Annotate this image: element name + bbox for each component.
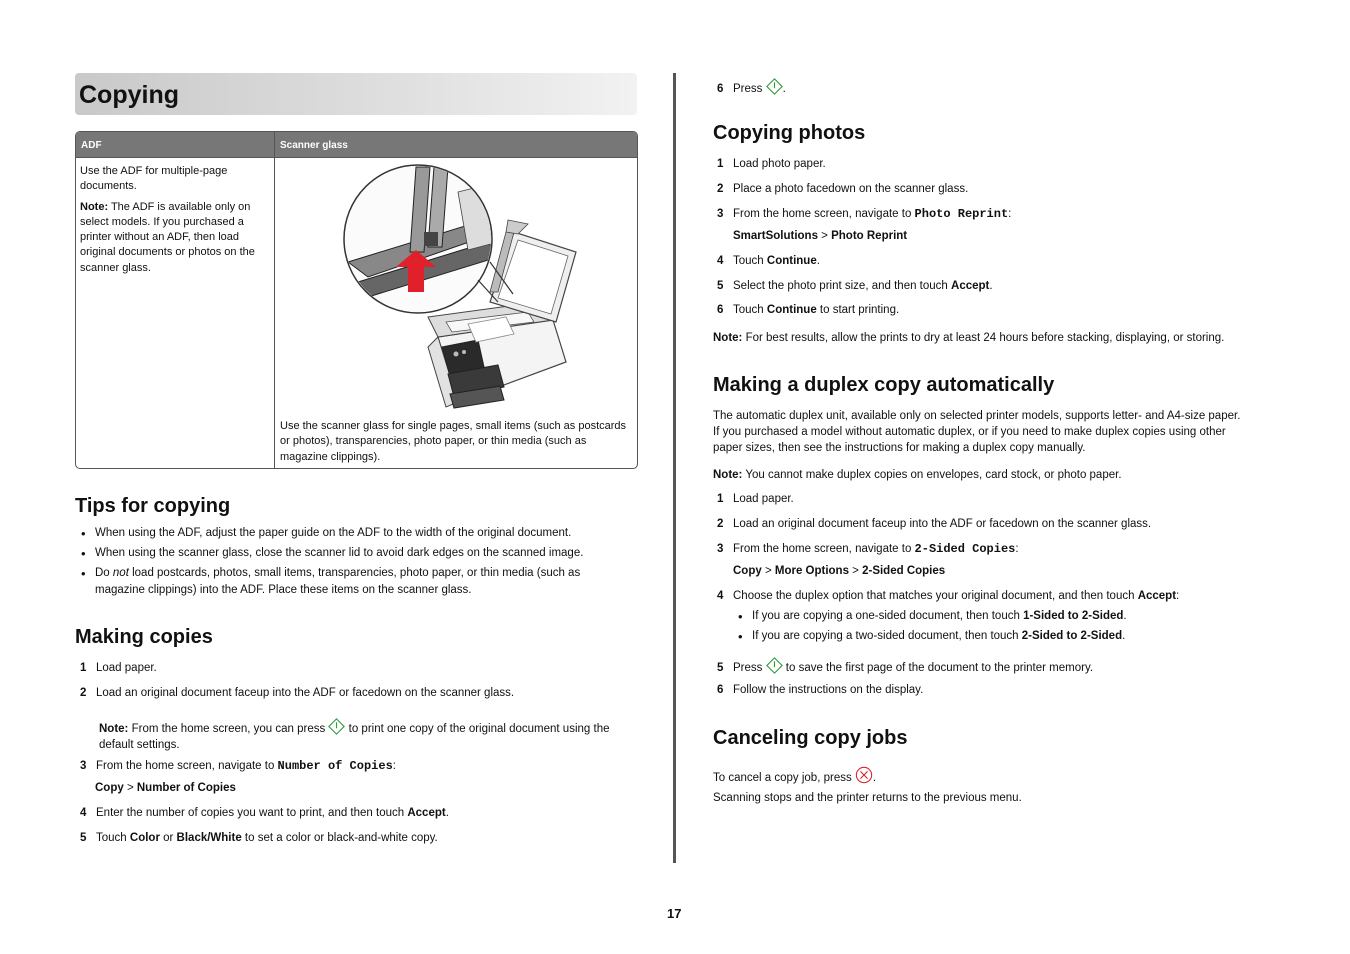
step-5: 5 Select the photo print size, and then touch Accept. — [717, 280, 993, 292]
list-item: • If you are copying a one-sided document, then touch 1-Sided to 2-Sided. — [738, 609, 1127, 624]
duplex-intro: The automatic duplex unit, available only on selected printer models, supports letter- and A4-size paper. If you purchased a model without automatic duplex, or if you need to make duplex copies using other paper sizes, then see the instructions for making a duplex copy manually. — [713, 410, 1241, 454]
media-table — [75, 131, 638, 469]
step-3: 3 From the home screen, navigate to Photo Reprint: — [717, 207, 1012, 221]
menu-path: Copy > More Options > 2-Sided Copies — [733, 565, 946, 577]
tip-text: When using the scanner glass, close the scanner lid to avoid dark edges on the scanned image. — [95, 547, 584, 559]
page-number: 17 — [667, 906, 682, 921]
step-6: 6 Follow the instructions on the display. — [717, 684, 924, 696]
list-item: • If you are copying a two-sided document, then touch 2-Sided to 2-Sided. — [738, 629, 1126, 644]
title-banner — [75, 73, 637, 115]
table-header-adf: ADF — [76, 132, 274, 157]
step-2: 2 Load an original document faceup into the ADF or facedown on the scanner glass. — [80, 687, 515, 699]
tip-text: When using the ADF, adjust the paper guide on the ADF to the width of the original document. — [95, 527, 572, 539]
step-6: 6 Press . — [717, 78, 786, 97]
step-3: 3 From the home screen, navigate to 2-Sided Copies: — [717, 542, 1019, 556]
list-item: • When using the scanner glass, close the scanner lid to avoid dark edges on the scanned image. — [81, 546, 584, 561]
column-divider — [673, 73, 676, 863]
photos-heading: Copying photos — [713, 122, 866, 144]
menu-path: SmartSolutions > Photo Reprint — [733, 230, 908, 242]
step-2: 2 Load an original document faceup into the ADF or facedown on the scanner glass. — [717, 518, 1152, 530]
cancel-line: To cancel a copy job, press . — [713, 766, 876, 786]
menu-path: Copy > Number of Copies — [95, 782, 236, 794]
note-label: Note: — [80, 200, 109, 213]
adf-cell — [80, 164, 270, 276]
cancel-heading: Canceling copy jobs — [713, 727, 908, 749]
step-4: 4 Touch Continue. — [717, 255, 820, 267]
making-heading: Making copies — [75, 626, 213, 648]
step-1: 1 Load paper. — [717, 493, 794, 505]
step-5: 5 Touch Color or Black/White to set a color or black-and-white copy. — [80, 832, 438, 844]
printer-illustration — [338, 162, 578, 412]
step-6: 6 Touch Continue to start printing. — [717, 304, 900, 316]
table-divider — [274, 132, 275, 468]
duplex-note: Note: You cannot make duplex copies on envelopes, card stock, or photo paper. — [713, 469, 1122, 481]
tips-heading: Tips for copying — [75, 495, 231, 517]
cancel-result: Scanning stops and the printer returns to the previous menu. — [713, 792, 1022, 804]
step-1: 1 Load paper. — [80, 662, 157, 674]
page-title: Copying — [79, 81, 179, 109]
step-2: 2 Place a photo facedown on the scanner glass. — [717, 183, 969, 195]
list-item: • When using the ADF, adjust the paper guide on the ADF to the width of the original document. — [81, 526, 572, 541]
table-divider — [76, 157, 637, 158]
step-4: 4 Enter the number of copies you want to print, and then touch Accept. — [80, 807, 449, 819]
step-3: 3 From the home screen, navigate to Number of Copies: — [80, 759, 396, 773]
adf-note — [80, 200, 270, 276]
start-icon — [766, 78, 783, 95]
list-item: • Do not load postcards, photos, small items, transparencies, photo paper, or thin media (such as magazine clippings) into the ADF. Place these items on the scanner glass. — [81, 566, 581, 596]
step-4: 4 Choose the duplex option that matches your original document, and then touch Accept: — [717, 590, 1180, 602]
duplex-heading: Making a duplex copy automatically — [713, 374, 1055, 396]
start-icon — [766, 657, 783, 674]
step-1: 1 Load photo paper. — [717, 158, 826, 170]
making-note: Note: From the home screen, you can press to print one copy of the original document using the default settings. — [99, 718, 639, 753]
adf-text: Use the ADF for multiple-page documents. — [80, 165, 228, 193]
start-icon — [328, 718, 345, 735]
note-text: The ADF is available only on select models. If you purchased a printer without an ADF, then load original documents or photos on the scanner glass. — [80, 200, 255, 274]
table-header-glass: Scanner glass — [275, 132, 637, 157]
step-5: 5 Press to save the first page of the document to the printer memory. — [717, 657, 1093, 676]
photos-note: Note: For best results, allow the prints to dry at least 24 hours before stacking, displaying, or storing. — [713, 332, 1225, 344]
glass-text: Use the scanner glass for single pages, small items (such as postcards or photos), transparencies, photo paper, or thin media (such as magazine clippings). — [280, 420, 627, 463]
cancel-icon — [855, 766, 873, 784]
